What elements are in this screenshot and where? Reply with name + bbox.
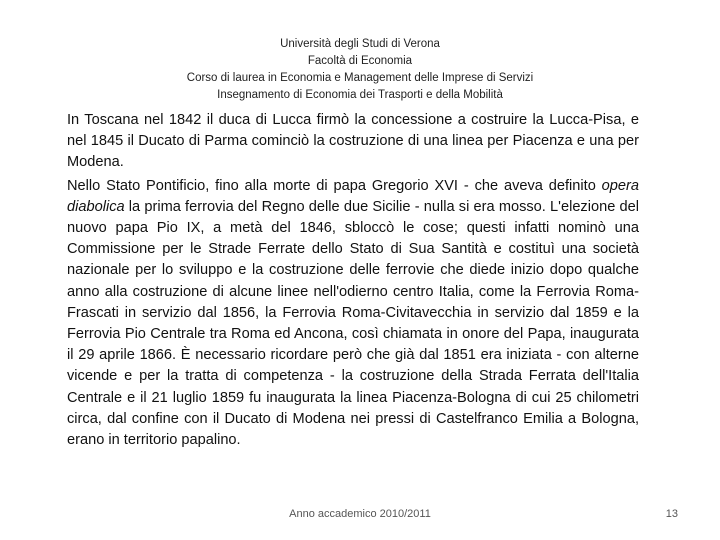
paragraph-text-start: Nello Stato Pontificio, fino alla morte di papa Gregorio XVI - che aveva definito [67,177,602,194]
faculty-name: Facoltà di Economia [307,55,413,67]
paragraph-text-end: la prima ferrovia del Regno delle due Sicilie - nulla si era mosso. L'elezione del nuovo papa Pio IX, a metà del 1846, sbloccò le cose; questi infatti nominò una Commissione per le Strade Ferrate dello Stato di Sua Santità e costituì una società nazionale per lo sviluppo e la costruzione delle ferrovie che diede inizio dopo qualche anno alla costruzione di alcune linee nell'odierno centro Italia, come la Ferrovia Roma-Frascati in servizio dal 1856, la Ferrovia Roma-Civitavecchia in servizio dal 1859 e la Ferrovia Pio Centrale tra Roma ed Ancona, così chiamata in onore del Papa, inaugurata il 29 aprile 1866. È necessario ricordare però che già dal 1851 era iniziata - con alterne vicende e per la tratta di competenza - la costruzione della Strada Ferrata dell'Italia Centrale e il 21 luglio 1859 fu inaugurata la linea Piacenza-Bologna di cui 25 chilometri circa, dal confine con il Ducato di Modena nei pressi di Castelfranco Emilia a Bologna, erano in territorio papalino. [67,198,639,449]
slide-header [0,36,720,104]
emphasis-text: opera diabolica [67,177,639,215]
page-number: 13 [665,508,678,520]
course-name: Corso di laurea in Economia e Management delle Imprese di Servizi [186,72,534,84]
paragraph-toscana: In Toscana nel 1842 il duca di Lucca firmò la concessione a costruire la Lucca-Pisa, e nel 1845 il Ducato di Parma cominciò la costruzione di una linea per Piacenza e una per Modena. [67,112,639,171]
footer-academic-year: Anno accademico 2010/2011 [289,508,431,520]
subject-name: Insegnamento di Economia dei Trasporti e della Mobilità [217,89,503,101]
slide-body [67,110,639,451]
university-name: Università degli Studi di Verona [280,38,440,50]
paragraph-stato-pontificio [67,176,639,452]
